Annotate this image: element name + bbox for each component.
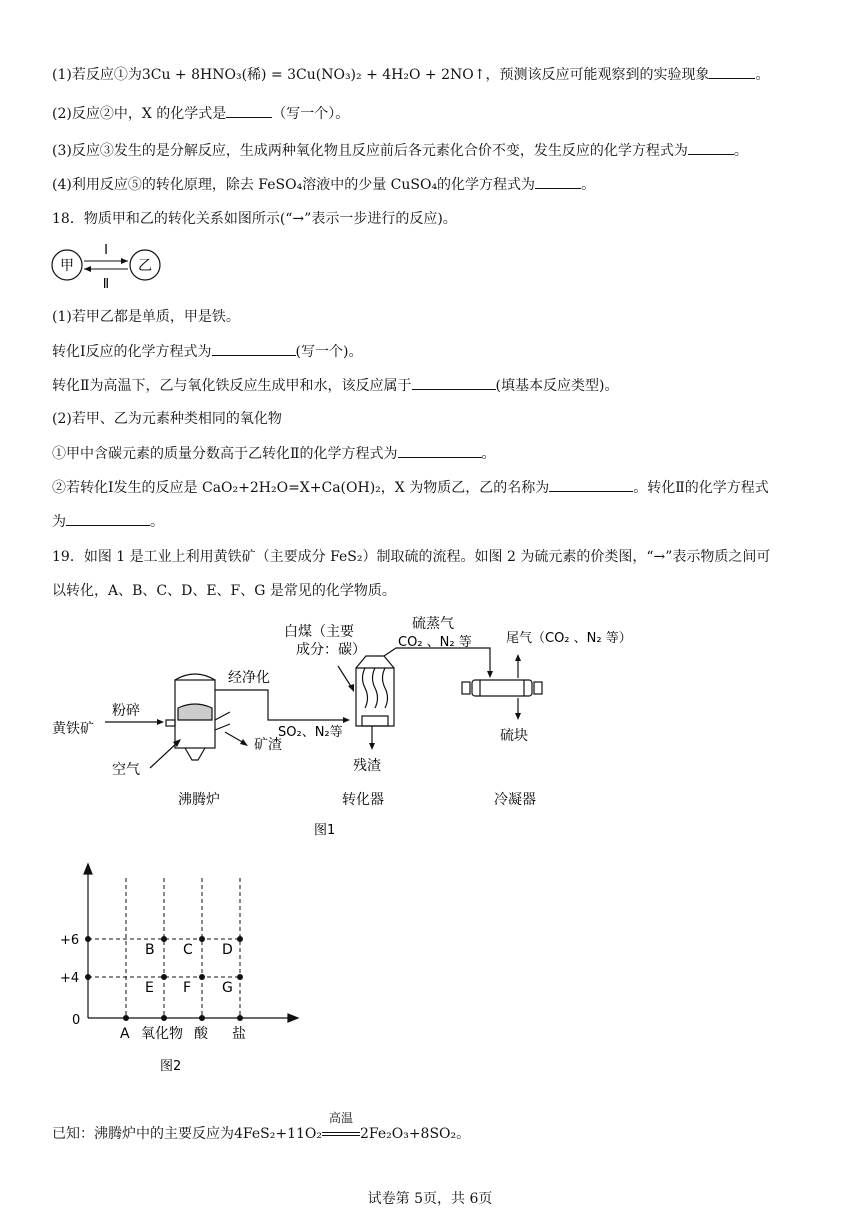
residue-arrow-head (369, 743, 375, 750)
label-residue: 残渣 (353, 758, 381, 774)
x-label-acid: 酸 (194, 1026, 208, 1042)
answer-blank[interactable] (398, 443, 482, 458)
point-dot (199, 1015, 205, 1021)
punct: 。 (150, 514, 164, 530)
tail-arrow-head (515, 654, 521, 661)
q18-p1b-post: (填基本反应类型)。 (495, 378, 619, 394)
point-dot (161, 936, 167, 942)
point-dot (237, 936, 243, 942)
condenser-tube (472, 680, 532, 696)
q18-stem: 18．物质甲和乙的转化关系如图所示(“→”表示一步进行的反应)。 (52, 211, 457, 227)
page-footer: 试卷第 5页，共 6页 (367, 1191, 493, 1207)
tick-dot (85, 936, 91, 942)
point-dot (123, 1015, 129, 1021)
answer-blank[interactable] (535, 174, 581, 189)
point-dot (161, 1015, 167, 1021)
q17-p2-post: （写一个）。 (272, 106, 350, 122)
label-converter: 转化器 (342, 792, 384, 808)
vapor-line (384, 648, 490, 674)
q18-part2b (52, 477, 769, 498)
q17-part2 (52, 103, 349, 124)
q17-p1-equation: 3Cu + 8HNO₃(稀) = 3Cu(NO₃)₂ + 4H₂O + 2NO↑ (141, 67, 486, 83)
ore-arrow-head (157, 719, 164, 725)
label-crush: 粉碎 (112, 703, 140, 719)
punct: 。 (755, 67, 770, 83)
label-slag: 矿渣 (254, 737, 282, 753)
q18-p1a-post: (写一个)。 (295, 344, 363, 360)
x-label-salt: 盐 (232, 1026, 246, 1042)
arrow-2-label: Ⅱ (102, 277, 110, 292)
label-coal-1: 白煤（主要 (284, 624, 354, 640)
vapor-head (487, 671, 493, 678)
label-purify: 经净化 (228, 670, 270, 686)
q18-p2b-wei: 为 (52, 514, 66, 530)
figure-2-caption: 图2 (160, 1059, 182, 1074)
q17-p3-text: (3)反应③发生的是分解反应，生成两种氧化物且反应前后各元素化合价不变，发生反应的化学方程式为 (52, 143, 688, 159)
furnace-outlet-upper (215, 712, 230, 720)
q17-part4 (52, 174, 595, 195)
point-dot (161, 974, 167, 980)
figure-2-valence-diagram (50, 858, 320, 1078)
x-label-oxide: 氧化物 (141, 1026, 183, 1042)
figure-1-caption: 图1 (314, 823, 336, 838)
slag-arrow-head (240, 739, 248, 746)
furnace-fill (178, 704, 212, 720)
point-dot (199, 936, 205, 942)
q19-known-reaction (52, 1111, 471, 1144)
q17-part3 (52, 140, 748, 161)
point-label-e: E (145, 980, 154, 996)
y-label-zero: 0 (72, 1013, 81, 1028)
node-jia-label: 甲 (60, 258, 74, 274)
coal-arrow-line (338, 666, 352, 688)
answer-blank[interactable] (709, 64, 755, 79)
air-arrow-line (150, 742, 178, 768)
boiling-furnace (166, 674, 230, 760)
node-yi-label: 乙 (138, 258, 152, 274)
equals-bar (322, 1132, 360, 1136)
known-reactants: 4FeS₂+11O₂ (234, 1126, 322, 1142)
purified-gas-head (343, 717, 350, 723)
y-label-plus4: +4 (60, 971, 80, 986)
x-label-a: A (120, 1026, 130, 1042)
slag-arrow-line (225, 732, 244, 743)
y-label-plus6: +6 (60, 933, 80, 948)
point-label-d: D (222, 942, 233, 958)
purified-gas-line (215, 690, 346, 720)
x-axis-arrow (288, 1014, 298, 1022)
answer-blank[interactable] (226, 103, 272, 118)
answer-blank[interactable] (212, 341, 296, 356)
q17-part1 (52, 64, 769, 85)
condenser-cap-left (462, 682, 470, 694)
condenser-cap-right (534, 682, 542, 694)
arrow-2-head (84, 266, 91, 272)
answer-blank[interactable] (66, 511, 150, 526)
q18-part1: (1)若甲乙都是单质，甲是铁。 (52, 309, 240, 325)
heat-wave-3 (383, 668, 388, 708)
q18-part2a (52, 443, 496, 464)
point-label-f: F (183, 980, 192, 996)
point-label-b: B (145, 942, 155, 958)
converter-grate (362, 716, 388, 726)
feed-port (166, 720, 175, 726)
label-ore: 黄铁矿 (52, 721, 94, 737)
q18-diagram (48, 236, 168, 294)
q17-p1-text: ，预测该反应可能观察到的实验现象 (485, 67, 710, 83)
punct: 。 (581, 177, 596, 193)
coal-arrow-head (348, 684, 354, 692)
furnace-bottom (185, 748, 205, 760)
q18-p1b-text: 转化Ⅱ为高温下，乙与氧化铁反应生成甲和水，该反应属于 (52, 378, 412, 394)
q19-stem-line2: 以转化，A、B、C、D、E、F、G 是常见的化学物质。 (52, 583, 396, 599)
condition-label: 高温 (328, 1111, 353, 1125)
point-label-g: G (222, 980, 233, 996)
tick-dot (85, 974, 91, 980)
q18-part1a (52, 341, 362, 362)
q18-p2b-mid: 。转化Ⅱ的化学方程式 (633, 480, 769, 496)
point-dot (237, 974, 243, 980)
label-air: 空气 (112, 762, 140, 778)
y-axis-arrow (84, 864, 92, 874)
arrow-1-label: I (104, 243, 108, 258)
heat-wave-2 (373, 668, 378, 708)
q18-part2b-cont (52, 511, 164, 532)
answer-blank[interactable] (688, 140, 734, 155)
furnace-outlet-lower (215, 724, 230, 730)
heat-wave-1 (363, 668, 368, 708)
punct: 。 (733, 143, 748, 159)
punct: 。 (481, 446, 496, 462)
q17-p4-text: (4)利用反应⑤的转化原理，除去 FeSO₄溶液中的少量 CuSO₄的化学方程式为 (52, 177, 536, 193)
q17-p1-label: (1)若反应①为 (52, 67, 142, 83)
q18-part1b (52, 375, 618, 396)
label-coal-2: 成分：碳） (296, 642, 366, 658)
block-arrow-head (515, 713, 521, 720)
point-dot (237, 1015, 243, 1021)
label-condenser: 冷凝器 (494, 792, 536, 808)
label-tail-gas: 尾气（CO₂ 、N₂ 等） (506, 631, 632, 646)
answer-blank[interactable] (549, 477, 633, 492)
q18-p2a-text: ①甲中含碳元素的质量分数高于乙转化Ⅱ的化学方程式为 (52, 446, 398, 462)
q17-p2-text: (2)反应②中，X 的化学式是 (52, 106, 227, 122)
q19-stem-line1: 19．如图 1 是工业上利用黄铁矿（主要成分 FeS₂）制取硫的流程。如图 2 为硫元素的价类图，“→”表示物质之间可 (52, 549, 771, 565)
q18-p1a-text: 转化Ⅰ反应的化学方程式为 (52, 344, 212, 360)
q18-p2b-text: ②若转化Ⅰ发生的反应是 CaO₂+2H₂O=X+Ca(OH)₂，X 为物质乙，乙的名称为 (52, 480, 550, 496)
label-so2-n2: SO₂、N₂等 (278, 725, 343, 740)
converter (356, 656, 394, 726)
label-sulfur-block: 硫块 (500, 728, 528, 744)
reaction-condition (322, 1111, 360, 1144)
point-dot (199, 974, 205, 980)
q18-part2: (2)若甲、乙为元素种类相同的氧化物 (52, 411, 282, 427)
label-vapor-gases: CO₂ 、N₂ 等 (398, 635, 472, 650)
condenser (462, 680, 542, 696)
label-vapor: 硫蒸气 (412, 616, 454, 632)
answer-blank[interactable] (412, 375, 496, 390)
figure-1-flowchart (0, 608, 860, 844)
punct: 。 (456, 1126, 471, 1142)
furnace-top (175, 674, 215, 680)
point-label-c: C (183, 942, 193, 958)
known-products: 2Fe₂O₃+8SO₂ (359, 1126, 457, 1142)
arrow-1-head (121, 258, 128, 264)
known-text: 已知：沸腾炉中的主要反应为 (52, 1126, 234, 1142)
label-furnace: 沸腾炉 (178, 792, 220, 808)
